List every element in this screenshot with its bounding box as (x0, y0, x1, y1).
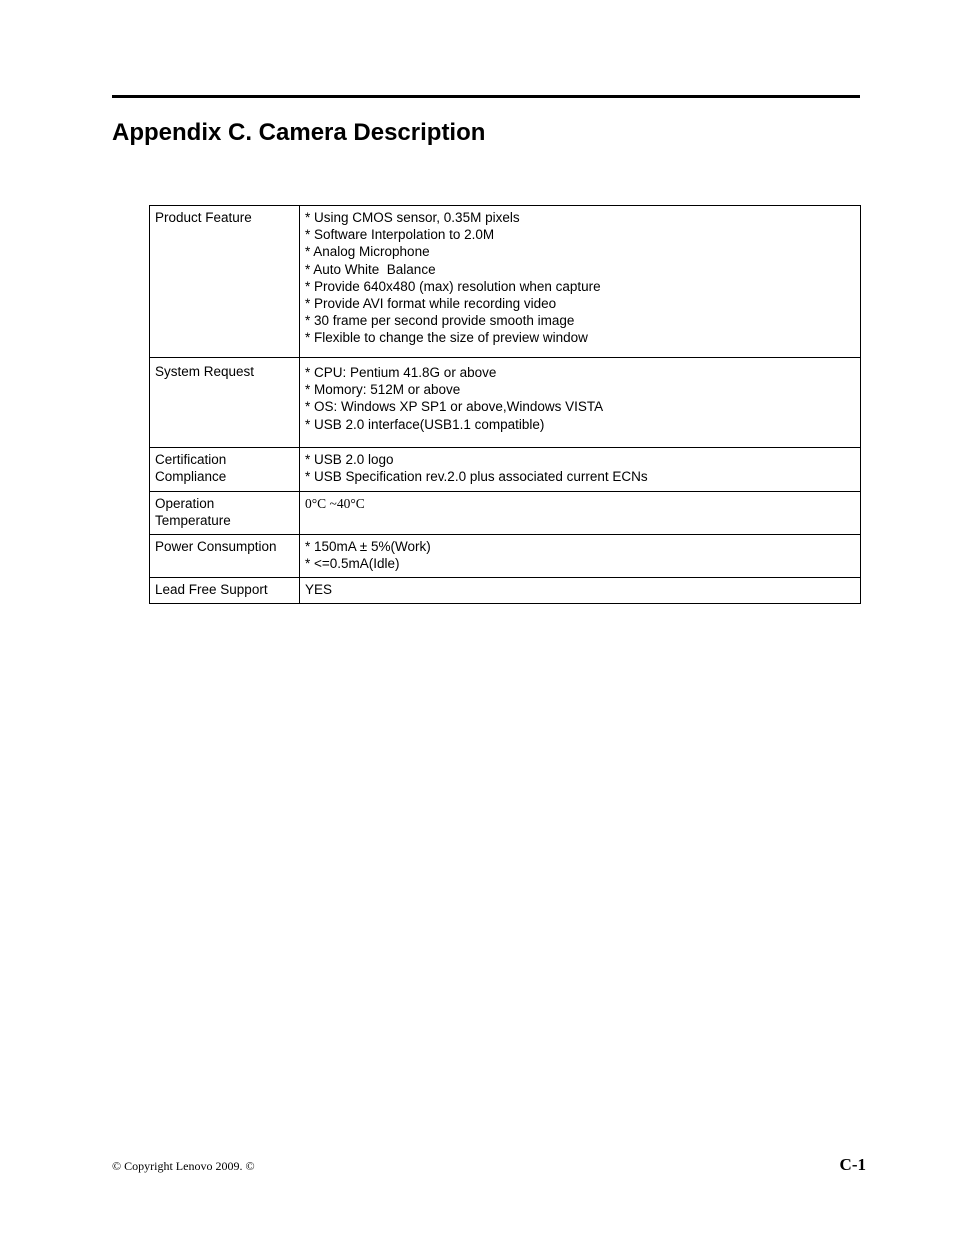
certification-label (150, 448, 300, 492)
table-row-certification (150, 448, 861, 492)
operation-temperature-label-line: Temperature (155, 513, 231, 529)
certification-line: * USB 2.0 logo (305, 452, 394, 467)
operation-temperature-label (150, 492, 300, 535)
system-request-value (300, 358, 861, 448)
system-request-line: * CPU: Pentium 41.8G or above (305, 365, 497, 380)
system-request-label: System Request (150, 358, 300, 448)
system-request-line: * OS: Windows XP SP1 or above,Windows VISTA (305, 399, 604, 415)
lead-free-value: YES (300, 578, 861, 604)
product-feature-line: * Provide AVI format while recording video (305, 296, 557, 312)
product-feature-line: * 30 frame per second provide smooth image (305, 313, 575, 329)
product-feature-line: * Analog Microphone (305, 244, 430, 260)
certification-label-line: Certification (155, 452, 227, 467)
page-title: Appendix C. Camera Description (112, 119, 486, 146)
table-row-power-consumption (150, 535, 861, 578)
product-feature-line: * Provide 640x480 (max) resolution when capture (305, 278, 601, 294)
header-rule (112, 95, 860, 98)
power-consumption-line: * <=0.5mA(Idle) (305, 556, 400, 572)
table-row-system-request (150, 358, 861, 448)
power-consumption-value (300, 535, 861, 578)
system-request-line: * USB 2.0 interface(USB1.1 compatible) (305, 416, 545, 432)
certification-value (300, 448, 861, 492)
product-feature-line: * Using CMOS sensor, 0.35M pixels (305, 210, 520, 225)
lead-free-label: Lead Free Support (150, 578, 300, 604)
product-feature-value (300, 206, 861, 358)
certification-label-line: Compliance (155, 469, 227, 485)
power-consumption-label: Power Consumption (150, 535, 300, 578)
system-request-line: * Momory: 512M or above (305, 382, 461, 398)
footer-copyright: © Copyright Lenovo 2009. © (112, 1159, 255, 1173)
page-number: C-1 (839, 1155, 866, 1174)
certification-line: * USB Specification rev.2.0 plus associated current ECNs (305, 469, 648, 485)
product-feature-line: * Flexible to change the size of preview window (305, 330, 588, 346)
product-feature-line: * Software Interpolation to 2.0M (305, 227, 495, 243)
power-consumption-line: * 150mA ± 5%(Work) (305, 539, 431, 554)
operation-temperature-value: 0°C ~40°C (300, 492, 861, 535)
product-feature-line: * Auto White Balance (305, 261, 436, 277)
table-row-product-feature (150, 206, 861, 358)
table-row-lead-free (150, 578, 861, 604)
camera-spec-table (149, 205, 861, 604)
table-row-operation-temperature (150, 492, 861, 535)
operation-temperature-label-line: Operation (155, 496, 215, 511)
product-feature-label: Product Feature (150, 206, 300, 358)
